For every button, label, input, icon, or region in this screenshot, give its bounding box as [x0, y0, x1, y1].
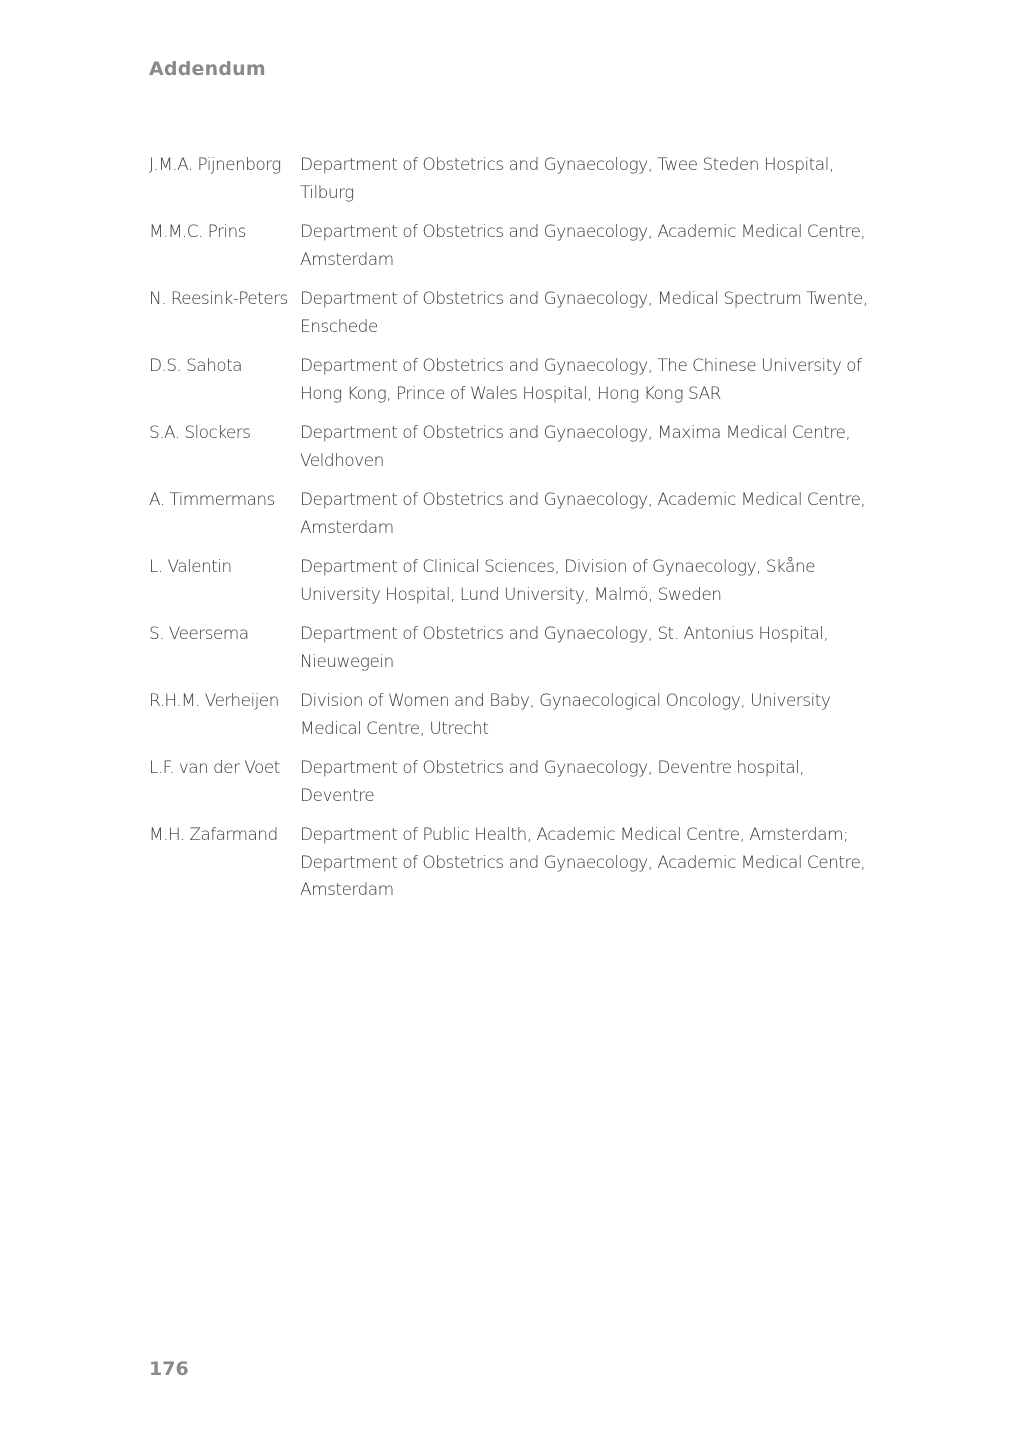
- author-affiliation: Department of Obstetrics and Gynaecology, The Chinese University of Hong Kong, Prince of Wales Hospital, Hong Kong SAR: [300, 356, 862, 404]
- page-number: 176: [149, 1358, 189, 1380]
- author-affiliation: Department of Obstetrics and Gynaecology, Medical Spectrum Twente, Enschede: [300, 289, 868, 337]
- author-name: A. Timmermans: [149, 490, 275, 510]
- author-entry: [149, 822, 869, 905]
- author-entry: [149, 688, 869, 743]
- author-name: L. Valentin: [149, 557, 232, 577]
- author-name: R.H.M. Verheijen: [149, 691, 279, 711]
- author-affiliation: Department of Clinical Sciences, Division of Gynaecology, Skåne University Hospital, Lund University, Malmö, Sweden: [300, 557, 816, 605]
- author-name: N. Reesink-Peters: [149, 289, 288, 309]
- author-affiliation: Department of Obstetrics and Gynaecology, St. Antonius Hospital, Nieuwegein: [300, 624, 829, 672]
- author-name: L.F. van der Voet: [149, 758, 280, 778]
- author-name: M.M.C. Prins: [149, 222, 246, 242]
- author-entry: [149, 286, 869, 341]
- author-affiliation: Department of Obstetrics and Gynaecology, Deventre hospital, Deventre: [300, 758, 805, 806]
- author-entry: [149, 554, 869, 609]
- author-affiliation: Division of Women and Baby, Gynaecological Oncology, University Medical Centre, Utrecht: [300, 691, 831, 739]
- author-entry: [149, 152, 869, 207]
- author-affiliation: Department of Public Health, Academic Medical Centre, Amsterdam; Department of Obstetrics and Gynaecology, Academic Medical Centre, Amsterdam: [300, 825, 866, 900]
- author-name: M.H. Zafarmand: [149, 825, 278, 845]
- author-affiliation: Department of Obstetrics and Gynaecology, Maxima Medical Centre, Veldhoven: [300, 423, 851, 471]
- author-entry: [149, 420, 869, 475]
- author-name: S. Veersema: [149, 624, 249, 644]
- author-entry: [149, 219, 869, 274]
- author-name: D.S. Sahota: [149, 356, 242, 376]
- running-header: Addendum: [149, 58, 266, 80]
- author-entry: [149, 621, 869, 676]
- author-entry: [149, 353, 869, 408]
- author-entry: [149, 755, 869, 810]
- author-affiliation: Department of Obstetrics and Gynaecology, Academic Medical Centre, Amsterdam: [300, 222, 866, 270]
- author-affiliation: Department of Obstetrics and Gynaecology, Academic Medical Centre, Amsterdam: [300, 490, 866, 538]
- author-entry: [149, 487, 869, 542]
- author-affiliation: Department of Obstetrics and Gynaecology, Twee Steden Hospital, Tilburg: [300, 155, 834, 203]
- author-affiliation-list: [149, 152, 869, 917]
- author-name: S.A. Slockers: [149, 423, 251, 443]
- author-name: J.M.A. Pijnenborg: [149, 155, 281, 175]
